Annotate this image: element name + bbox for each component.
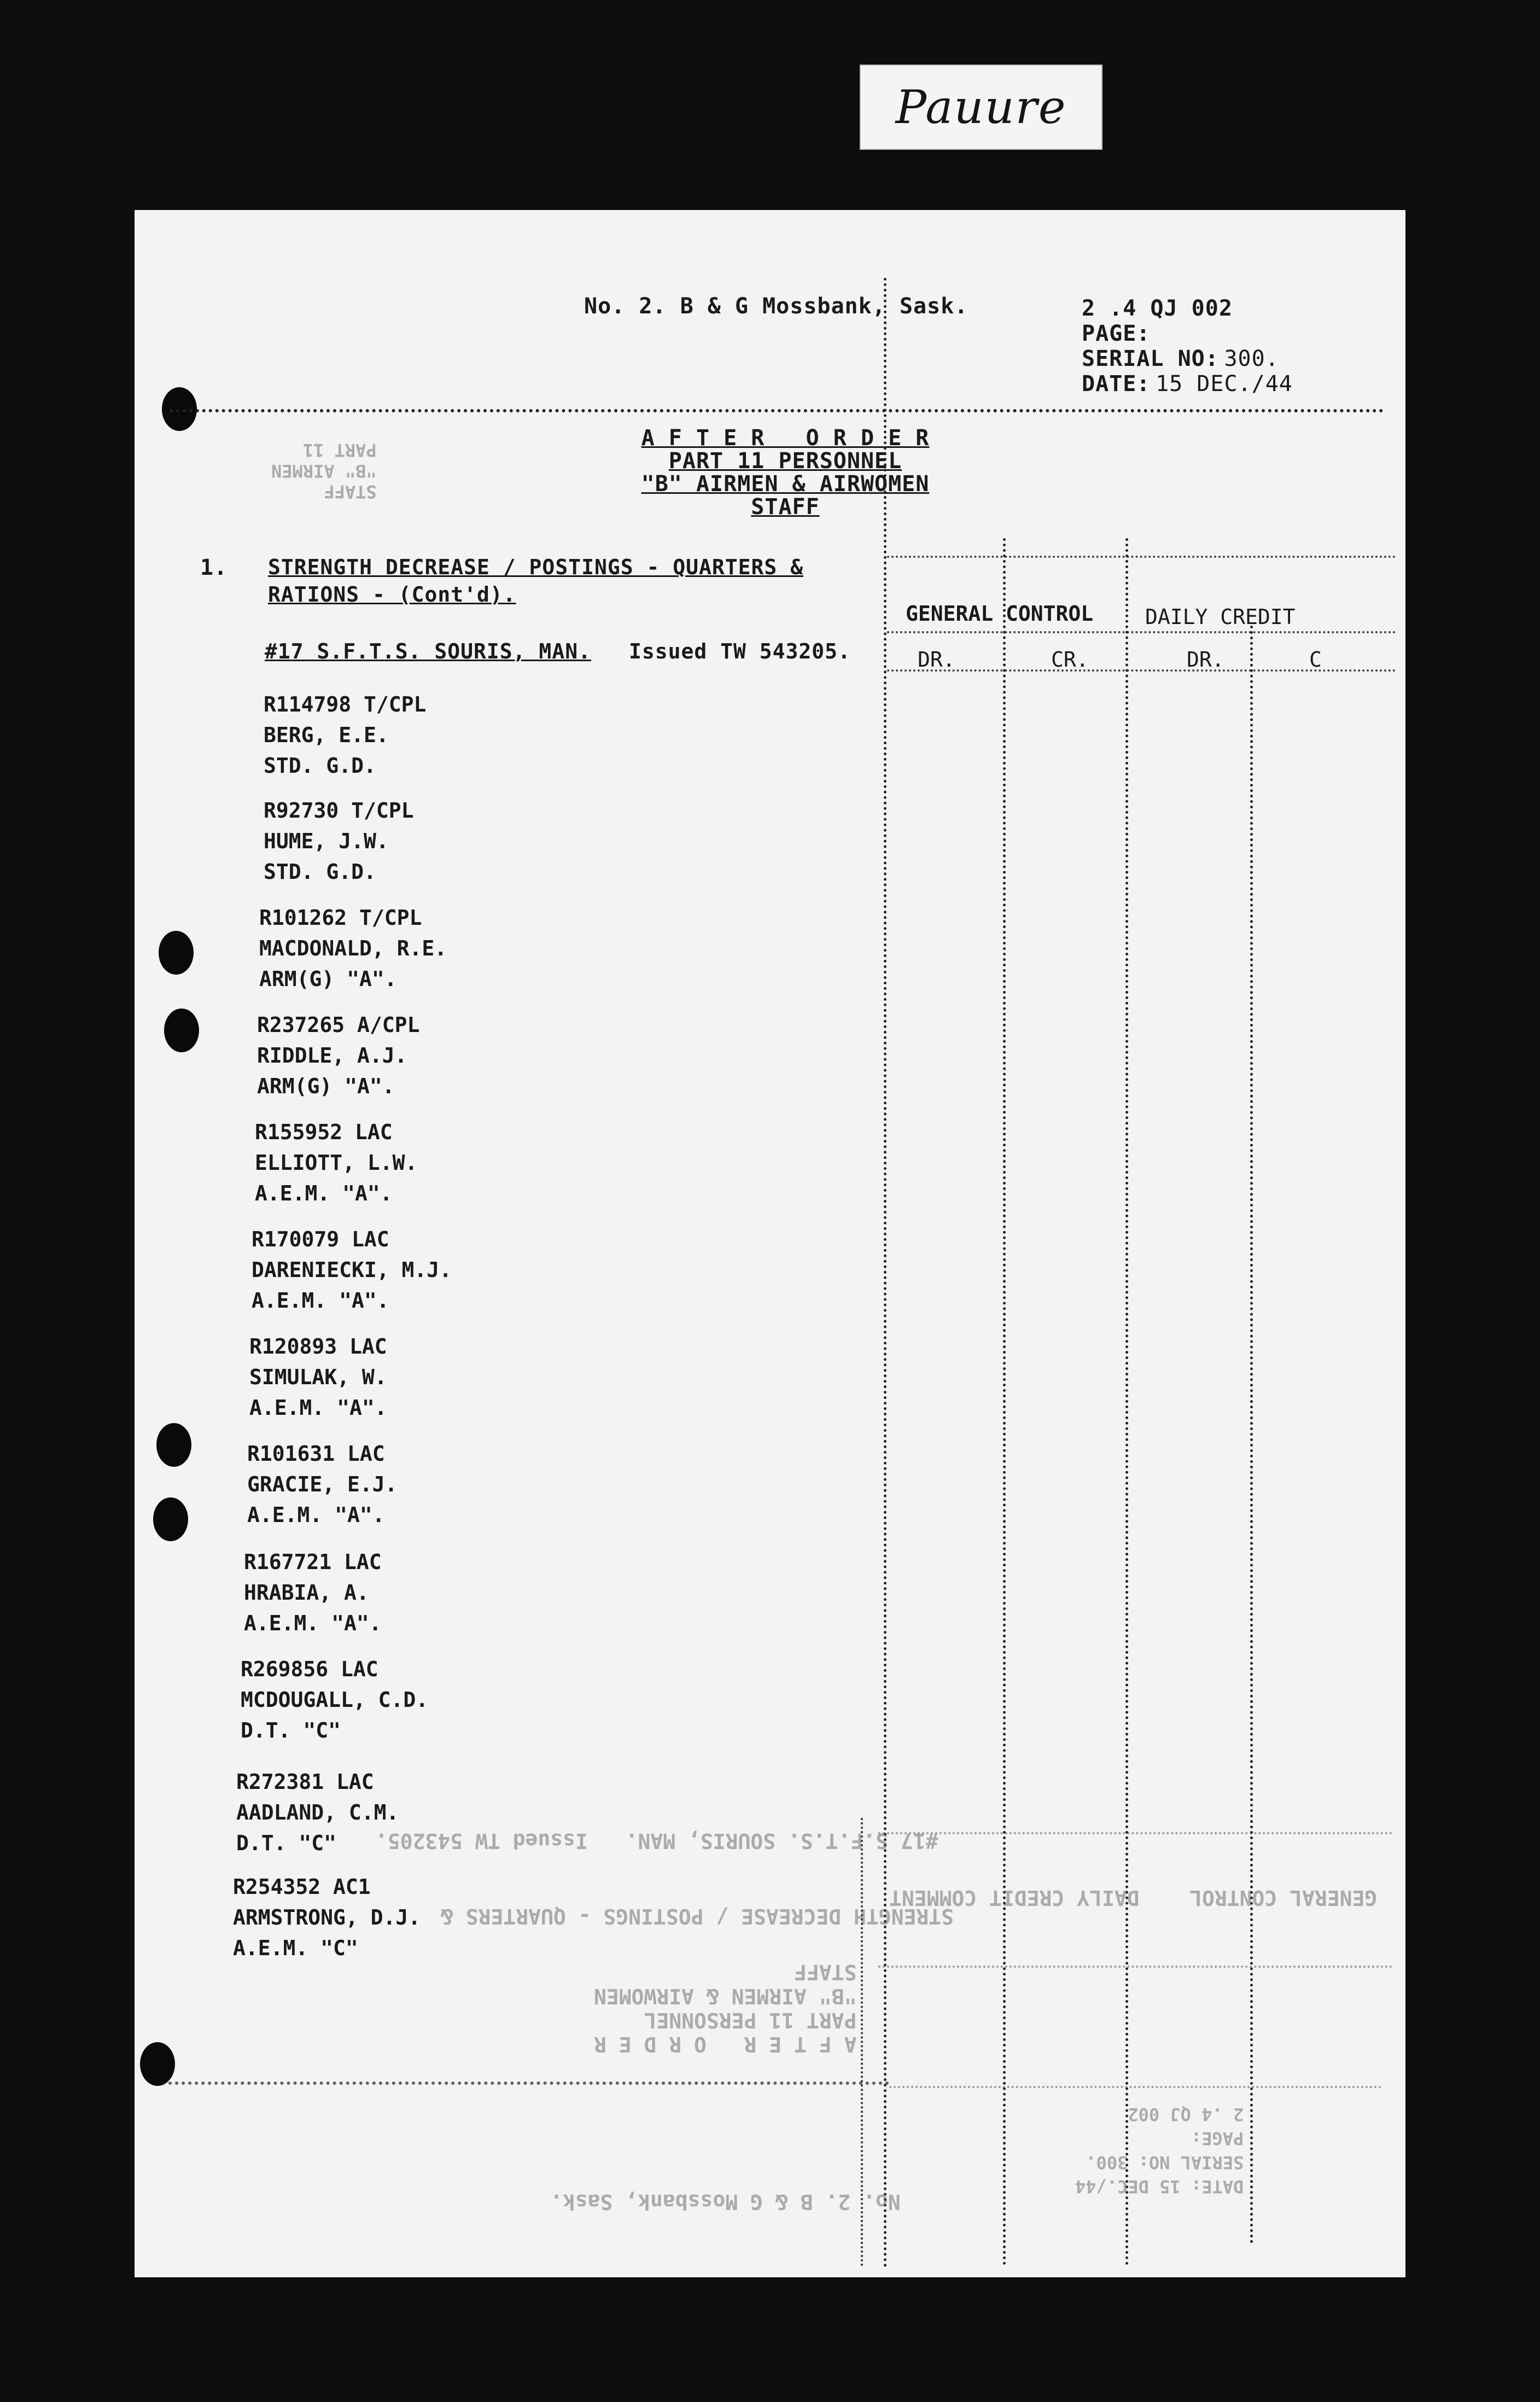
list-item	[264, 795, 592, 887]
member-name: RIDDLE, A.J.	[257, 1043, 407, 1068]
ledger-column-line	[1250, 626, 1253, 2244]
service-number-rank: R237265 A/CPL	[257, 1013, 420, 1037]
date-line	[1082, 373, 1293, 395]
order-staff: STAFF	[751, 494, 820, 520]
trade-group: ARM(G) "A".	[257, 1074, 395, 1098]
bleed-through-text: #17 S.F.T.S. SOURIS, MAN. Issued TW 543205.	[375, 1829, 938, 1853]
ledger-group-general-control: GENERAL CONTROL	[906, 602, 1094, 626]
punch-hole	[153, 1497, 188, 1541]
trade-group: ARM(G) "A".	[259, 967, 397, 991]
service-number-rank: R167721 LAC	[244, 1550, 382, 1574]
file-reference: 2 .4 QJ 002	[1082, 296, 1233, 321]
trade-group: A.E.M. "A".	[252, 1289, 389, 1313]
list-item	[241, 1654, 569, 1746]
bleed-through-text: STRENGTH DECREASE / POSTINGS - QUARTERS &	[441, 1904, 954, 1928]
ledger-column-line	[884, 278, 886, 2269]
ledger-col-dr-1: DR.	[918, 648, 955, 672]
list-item	[252, 1224, 580, 1316]
footer-separator	[162, 2082, 889, 2085]
member-name: BERG, E.E.	[264, 723, 389, 747]
ledger-col-dr-2: DR.	[1187, 648, 1224, 672]
bleed-through-text: A F T E R O R D E R PART 11 PERSONNEL "B" AIRMEN & AIRWOMEN STAFF	[594, 1960, 857, 2056]
service-number-rank: R120893 LAC	[249, 1334, 387, 1359]
bleed-through-rule	[878, 1832, 1392, 1834]
section-number: 1.	[200, 555, 228, 580]
ledger-top-rule	[887, 556, 1396, 558]
list-item	[249, 1331, 578, 1423]
service-number-rank: R155952 LAC	[255, 1120, 393, 1144]
ledger-col-cr-1: CR.	[1051, 648, 1089, 672]
service-number-rank: R114798 T/CPL	[264, 692, 427, 716]
ledger-group-rule	[887, 631, 1396, 633]
serial-label: SERIAL NO:	[1082, 346, 1219, 371]
bleed-through-text: STAFF "B" AIRMEN PART 11	[271, 440, 377, 502]
ledger-col-cr-2: C	[1309, 648, 1322, 672]
member-name: MACDONALD, R.E.	[259, 936, 447, 960]
trade-group: A.E.M. "C"	[233, 1936, 358, 1960]
title-block	[616, 427, 955, 518]
date-label: DATE:	[1082, 371, 1151, 397]
serial-line	[1082, 348, 1279, 370]
document-sheet	[135, 210, 1405, 2277]
list-item	[244, 1547, 572, 1639]
order-category: "B" AIRMEN & AIRWOMEN	[641, 471, 930, 497]
list-item	[255, 1117, 583, 1209]
trade-group: STD. G.D.	[264, 860, 376, 884]
punch-hole	[159, 931, 194, 975]
punch-hole	[164, 1008, 199, 1052]
trade-group: STD. G.D.	[264, 754, 376, 778]
header-separator	[170, 409, 1384, 412]
trade-group: A.E.M. "A".	[247, 1503, 385, 1527]
member-name: DARENIECKI, M.J.	[252, 1258, 452, 1282]
service-number-rank: R101631 LAC	[247, 1442, 385, 1466]
punch-hole	[140, 2042, 175, 2086]
member-name: ELLIOTT, L.W.	[255, 1151, 418, 1175]
bleed-through-rule	[878, 1966, 1392, 1968]
section-heading-line2: RATIONS - (Cont'd).	[268, 582, 516, 607]
list-item	[264, 689, 592, 781]
service-number-rank: R101262 T/CPL	[259, 906, 422, 930]
service-number-rank: R254352 AC1	[233, 1875, 371, 1899]
service-number-rank: R269856 LAC	[241, 1657, 378, 1681]
unit-address: No. 2. B & G Mossbank, Sask.	[584, 294, 969, 319]
list-item	[259, 902, 587, 994]
trade-group: D.T. "C"	[236, 1831, 337, 1855]
footer-separator	[889, 2086, 1381, 2088]
order-part: PART 11 PERSONNEL	[668, 448, 902, 474]
section-heading-line1: STRENGTH DECREASE / POSTINGS - QUARTERS &	[268, 555, 803, 579]
date-value: 15 DEC./44	[1156, 371, 1293, 397]
posting-destination: #17 S.F.T.S. SOURIS, MAN.	[265, 639, 591, 663]
bleed-through-text: DATE: 15 DEC./44 SERIAL NO: 300. PAGE: 2 .4 QJ 002	[1075, 2104, 1244, 2197]
handwritten-label: Pauure	[895, 80, 1067, 134]
list-item	[257, 1010, 585, 1101]
service-number-rank: R272381 LAC	[236, 1770, 374, 1794]
trade-group: A.E.M. "A".	[244, 1611, 382, 1635]
handwritten-label-card	[860, 65, 1102, 150]
trade-group: D.T. "C"	[241, 1718, 341, 1742]
ledger-column-line	[1003, 538, 1006, 2266]
ledger-column-line	[1125, 538, 1128, 2266]
service-number-rank: R170079 LAC	[252, 1227, 389, 1251]
punch-hole	[156, 1423, 191, 1467]
serial-value: 300.	[1224, 346, 1279, 371]
member-name: HRABIA, A.	[244, 1581, 369, 1605]
list-item	[247, 1438, 575, 1530]
bleed-through-text: No. 2. B & G Mossbank, Sask.	[550, 2190, 901, 2214]
trade-group: A.E.M. "A".	[249, 1396, 387, 1420]
bleed-through-text: GENERAL CONTROL DAILY CREDIT COMMENT	[889, 1886, 1378, 1910]
member-name: MCDOUGALL, C.D.	[241, 1688, 429, 1712]
order-title: A F T E R O R D E R	[641, 425, 930, 451]
member-name: ARMSTRONG, D.J.	[233, 1905, 421, 1929]
member-name: GRACIE, E.J.	[247, 1472, 398, 1496]
issued-reference: Issued TW 543205.	[629, 639, 851, 663]
member-name: HUME, J.W.	[264, 829, 389, 853]
member-name: AADLAND, C.M.	[236, 1800, 399, 1824]
page-label: PAGE:	[1082, 321, 1151, 346]
ledger-group-daily-credit: DAILY CREDIT	[1145, 605, 1296, 629]
sheet-fold-edge	[861, 1818, 868, 2266]
member-name: SIMULAK, W.	[249, 1365, 387, 1389]
trade-group: A.E.M. "A".	[255, 1181, 393, 1205]
service-number-rank: R92730 T/CPL	[264, 798, 414, 823]
